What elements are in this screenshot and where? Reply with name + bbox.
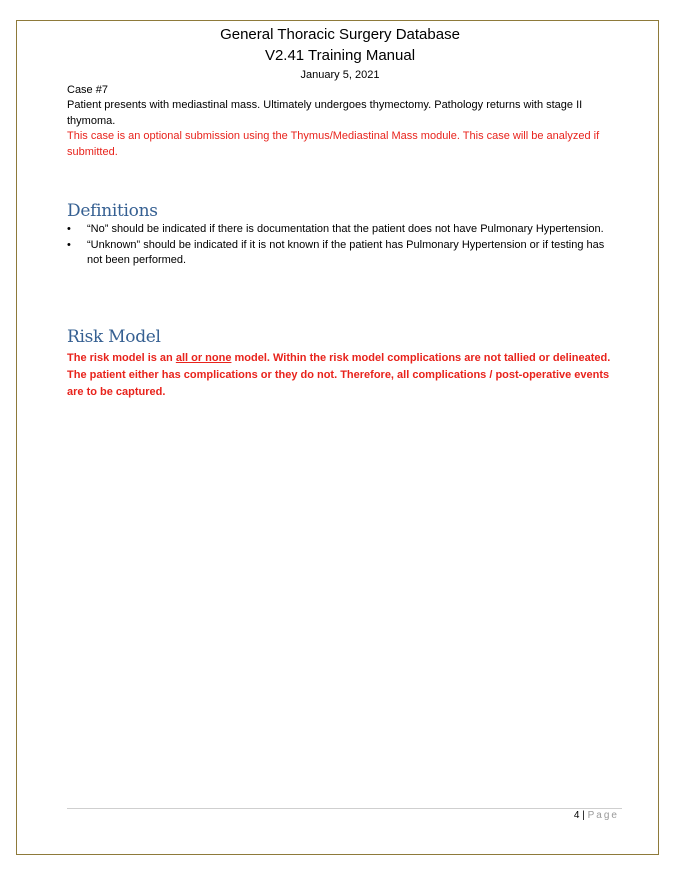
bullet-icon: • [67,238,71,251]
bullet-icon: • [67,223,71,235]
footer-divider [67,808,622,809]
document-date: January 5, 2021 [300,69,380,81]
document-title: General Thoracic Surgery Database [220,26,460,43]
risk-text-start: The risk model is an [67,352,176,364]
list-item [67,238,615,269]
page-word: Page [587,810,619,821]
page-footer [574,810,619,821]
risk-model-heading: Risk Model [67,327,161,347]
case-description: Patient presents with mediastinal mass. Ultimately undergoes thymectomy. Pathology returns with stage II thymoma. [67,99,583,127]
case-label: Case #7 [67,84,108,96]
definitions-list [67,222,615,269]
risk-text-end: model. Within the risk model complications are not tallied or delineated. The patient either has complications or they do not. Therefore, all complications / post-operative events are to be captured. [67,352,611,398]
definition-text: “No” should be indicated if there is documentation that the patient does not have Pulmonary Hypertension. [87,223,604,235]
risk-text-underlined: all or none [175,352,232,364]
risk-model-text [67,350,627,401]
list-item [67,222,615,238]
case-note: This case is an optional submission using the Thymus/Mediastinal Mass module. This case will be analyzed if submitted. [67,130,600,158]
footer-separator: | [582,810,585,821]
document-subtitle: V2.41 Training Manual [264,47,416,64]
definitions-heading: Definitions [67,201,158,221]
page-number: 4 [573,810,580,821]
definition-text: “Unknown” should be indicated if it is not known if the patient has Pulmonary Hypertension or if testing has not been performed. [87,238,605,266]
